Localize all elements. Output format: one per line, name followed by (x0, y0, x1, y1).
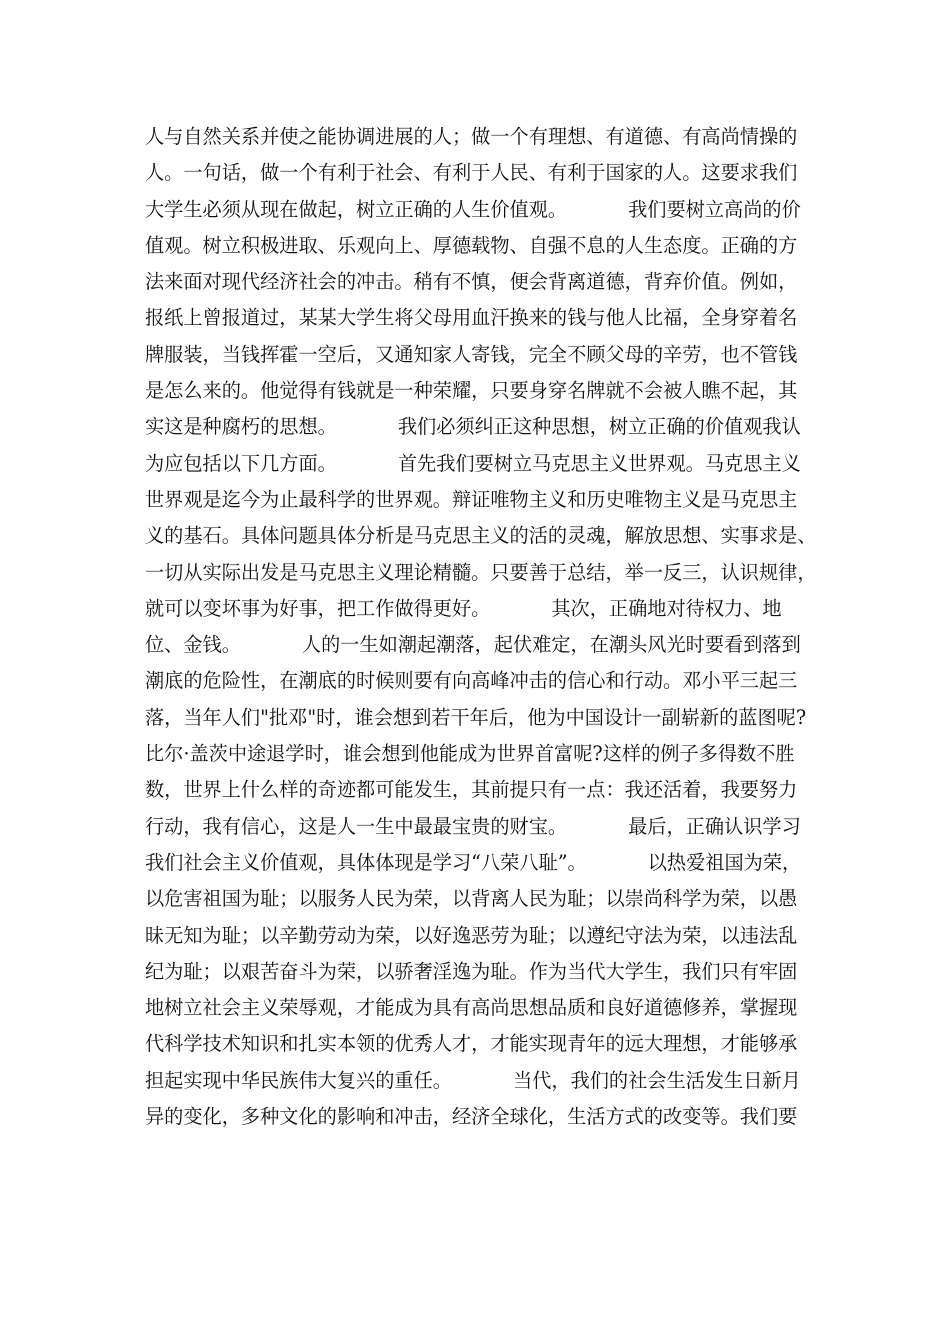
text-line: 位、金钱。 人的一生如潮起潮落，起伏难定，在潮头风光时要看到落到 (145, 633, 801, 657)
text-line: 数，世界上什么样的奇迹都可能发生，其前提只有一点：我还活着，我要努力 (145, 778, 798, 802)
text-line: 我们社会主义价值观，具体体现是学习“八荣八耻”。 以热爱祖国为荣， (145, 850, 802, 874)
text-line: 世界观是迄今为止最科学的世界观。辩证唯物主义和历史唯物主义是马克思主 (145, 487, 798, 511)
text-line: 行动，我有信心，这是人一生中最最宝贵的财宝。 最后，正确认识学习 (145, 814, 801, 838)
text-line: 潮底的危险性，在潮底的时候则要有向高峰冲击的信心和行动。邓小平三起三 (145, 669, 798, 693)
text-line: 昧无知为耻；以辛勤劳动为荣，以好逸恶劳为耻；以遵纪守法为荣，以违法乱 (145, 923, 798, 947)
text-line: 人与自然关系并使之能协调进展的人；做一个有理想、有道德、有高尚情操的 (145, 125, 798, 148)
text-line: 值观。树立积极进取、乐观向上、厚德载物、自强不息的人生态度。正确的方 (145, 233, 798, 257)
text-line: 落，当年人们"批邓"时，谁会想到若干年后，他为中国设计一副崭新的蓝图呢? (145, 705, 807, 729)
text-line: 异的变化，多种文化的影响和冲击，经济全球化，生活方式的改变等。我们要 (145, 1105, 798, 1129)
text-line: 纪为耻；以艰苦奋斗为荣，以骄奢淫逸为耻。作为当代大学生，我们只有牢固 (145, 959, 798, 983)
text-line: 实这是种腐朽的思想。 我们必须纠正这种思想，树立正确的价值观我认 (145, 415, 801, 439)
text-line: 法来面对现代经济社会的冲击。稍有不慎，便会背离道德，背弃价值。例如， (145, 270, 798, 294)
text-line: 代科学技术知识和扎实本领的优秀人才，才能实现青年的远大理想，才能够承 (145, 1032, 798, 1056)
body-text (145, 119, 815, 1135)
text-line: 大学生必须从现在做起，树立正确的人生价值观。 我们要树立高尚的价 (145, 197, 801, 221)
text-line: 比尔·盖茨中途退学时，谁会想到他能成为世界首富呢?这样的例子多得数不胜 (145, 742, 795, 766)
text-line: 义的基石。具体问题具体分析是马克思主义的活的灵魂，解放思想、实事求是、 (145, 524, 817, 548)
text-line: 人。一句话，做一个有利于社会、有利于人民、有利于国家的人。这要求我们 (145, 161, 798, 185)
text-line: 一切从实际出发是马克思主义理论精髓。只要善于总结，举一反三，认识规律， (145, 560, 817, 584)
text-line: 牌服装，当钱挥霍一空后，又通知家人寄钱，完全不顾父母的辛劳，也不管钱 (145, 342, 798, 366)
text-line: 是怎么来的。他觉得有钱就是一种荣耀，只要身穿名牌就不会被人瞧不起，其 (145, 379, 798, 403)
text-line: 以危害祖国为耻；以服务人民为荣，以背离人民为耻；以崇尚科学为荣，以愚 (145, 887, 798, 911)
text-line: 担起实现中华民族伟大复兴的重任。 当代，我们的社会生活发生日新月 (145, 1068, 801, 1092)
text-line: 为应包括以下几方面。 首先我们要树立马克思主义世界观。马克思主义 (145, 451, 801, 475)
text-line: 报纸上曾报道过，某某大学生将父母用血汗换来的钱与他人比福，全身穿着名 (145, 306, 798, 330)
text-line: 就可以变坏事为好事，把工作做得更好。 其次，正确地对待权力、地 (145, 596, 782, 620)
text-line: 地树立社会主义荣辱观，才能成为具有高尚思想品质和良好道德修养，掌握现 (145, 996, 798, 1020)
